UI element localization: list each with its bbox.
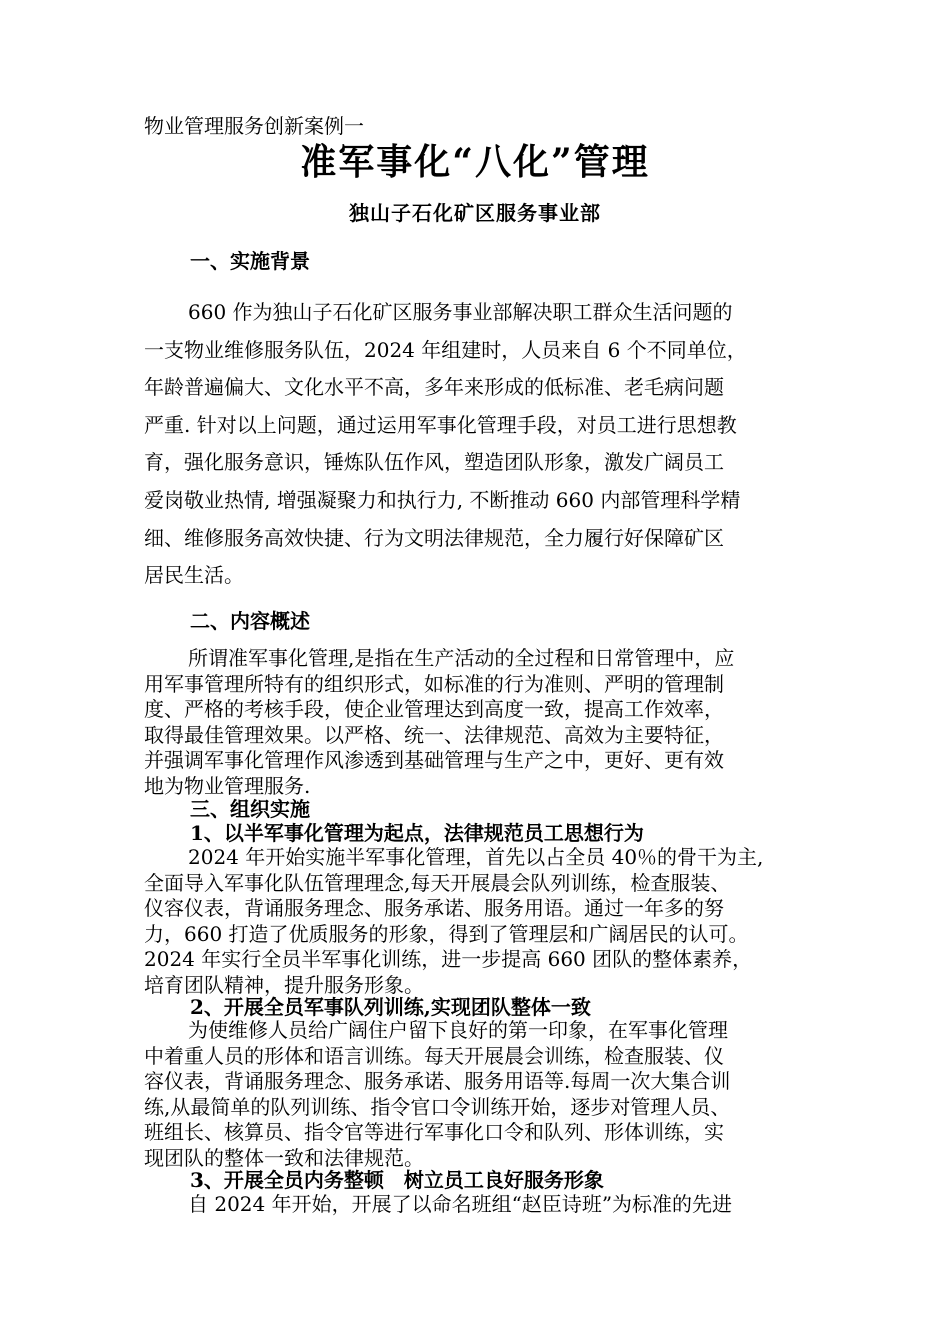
paragraph-line: 中着重人员的形体和语言训练。每天开展晨会训练，检查服装、仪 xyxy=(144,1043,724,1068)
paragraph-line: 所谓准军事化管理,是指在生产活动的全过程和日常管理中，应 xyxy=(188,646,735,670)
subsection-heading-1: 1、以半军事化管理为起点，法律规范员工思想行为 xyxy=(190,821,644,845)
paragraph-background xyxy=(144,294,808,595)
paragraph-line: 年龄普遍偏大、文化水平不高，多年来形成的低标准、老毛病问题 xyxy=(144,375,724,400)
paragraph-line: 培育团队精神，提升服务形象。 xyxy=(144,972,424,997)
paragraph-line: 为使维修人员给广阔住户留下良好的第一印象，在军事化管理 xyxy=(188,1018,728,1042)
paragraph-line: 2024 年开始实施半军事化管理，首先以占全员 40％的骨干为主, xyxy=(188,845,764,869)
paragraph-line: 爱岗敬业热情, 增强凝聚力和执行力, 不断推动 660 内部管理科学精 xyxy=(144,487,741,512)
paragraph-line: 力，660 打造了优质服务的形象，得到了管理层和广阔居民的认可。 xyxy=(144,921,749,946)
paragraph-line: 地为物业管理服务. xyxy=(144,773,311,798)
paragraph-line: 现团队的整体一致和法律规范。 xyxy=(144,1145,424,1170)
paragraph-line: 容仪表，背诵服务理念、服务承诺、服务用语等.每周一次大集合训 xyxy=(144,1069,731,1094)
paragraph-line: 育，强化服务意识，锤炼队伍作风，塑造团队形象，激发广阔员工 xyxy=(144,450,724,475)
paragraph-line: 全面导入军事化队伍管理理念,每天开展晨会队列训练，检查服装、 xyxy=(144,870,731,895)
document-title: 准军事化“八化”管理 xyxy=(300,141,650,183)
paragraph-line: 取得最佳管理效果。以严格、统一、法律规范、高效为主要特征， xyxy=(144,722,724,747)
paragraph-line: 660 作为独山子石化矿区服务事业部解决职工群众生活问题的 xyxy=(188,300,733,324)
paragraph-subsection-1 xyxy=(144,845,808,999)
series-label: 物业管理服务创新案例一 xyxy=(144,114,364,138)
paragraph-line: 班组长、核算员、指令官等进行军事化口令和队列、形体训练，实 xyxy=(144,1120,724,1145)
subsection-heading-2: 2、开展全员军事队列训练,实现团队整体一致 xyxy=(190,995,591,1019)
paragraph-subsection-3 xyxy=(144,1192,808,1218)
paragraph-line: 一支物业维修服务队伍，2024 年组建时，人员来自 6 个不同单位， xyxy=(144,337,747,362)
section-heading-overview: 二、内容概述 xyxy=(190,609,310,633)
subsection-heading-3: 3、开展全员内务整顿 树立员工良好服务形象 xyxy=(190,1168,604,1192)
paragraph-line: 练,从最简单的队列训练、指令官口令训练开始，逐步对管理人员、 xyxy=(144,1094,731,1119)
paragraph-line: 度、严格的考核手段，使企业管理达到高度一致，提高工作效率， xyxy=(144,697,724,722)
paragraph-line: 仪容仪表，背诵服务理念、服务承诺、服务用语。通过一年多的努 xyxy=(144,896,724,921)
paragraph-line: 并强调军事化管理作风渗透到基础管理与生产之中，更好、更有效 xyxy=(144,748,724,773)
section-heading-implementation: 三、组织实施 xyxy=(190,797,310,821)
paragraph-line: 自 2024 年开始，开展了以命名班组“赵臣诗班”为标准的先进 xyxy=(188,1192,733,1216)
paragraph-line: 居民生活。 xyxy=(144,563,244,588)
section-heading-background: 一、实施背景 xyxy=(190,249,310,273)
paragraph-line: 严重. 针对以上问题，通过运用军事化管理手段，对员工进行思想教 xyxy=(144,412,737,437)
paragraph-overview xyxy=(144,646,808,800)
paragraph-line: 用军事管理所特有的组织形式，如标准的行为准则、严明的管理制 xyxy=(144,671,724,696)
document-subtitle: 独山子石化矿区服务事业部 xyxy=(349,201,601,225)
paragraph-subsection-2 xyxy=(144,1018,808,1172)
paragraph-line: 2024 年实行全员半军事化训练，进一步提高 660 团队的整体素养， xyxy=(144,947,753,972)
paragraph-line: 细、维修服务高效快捷、行为文明法律规范，全力履行好保障矿区 xyxy=(144,525,724,550)
